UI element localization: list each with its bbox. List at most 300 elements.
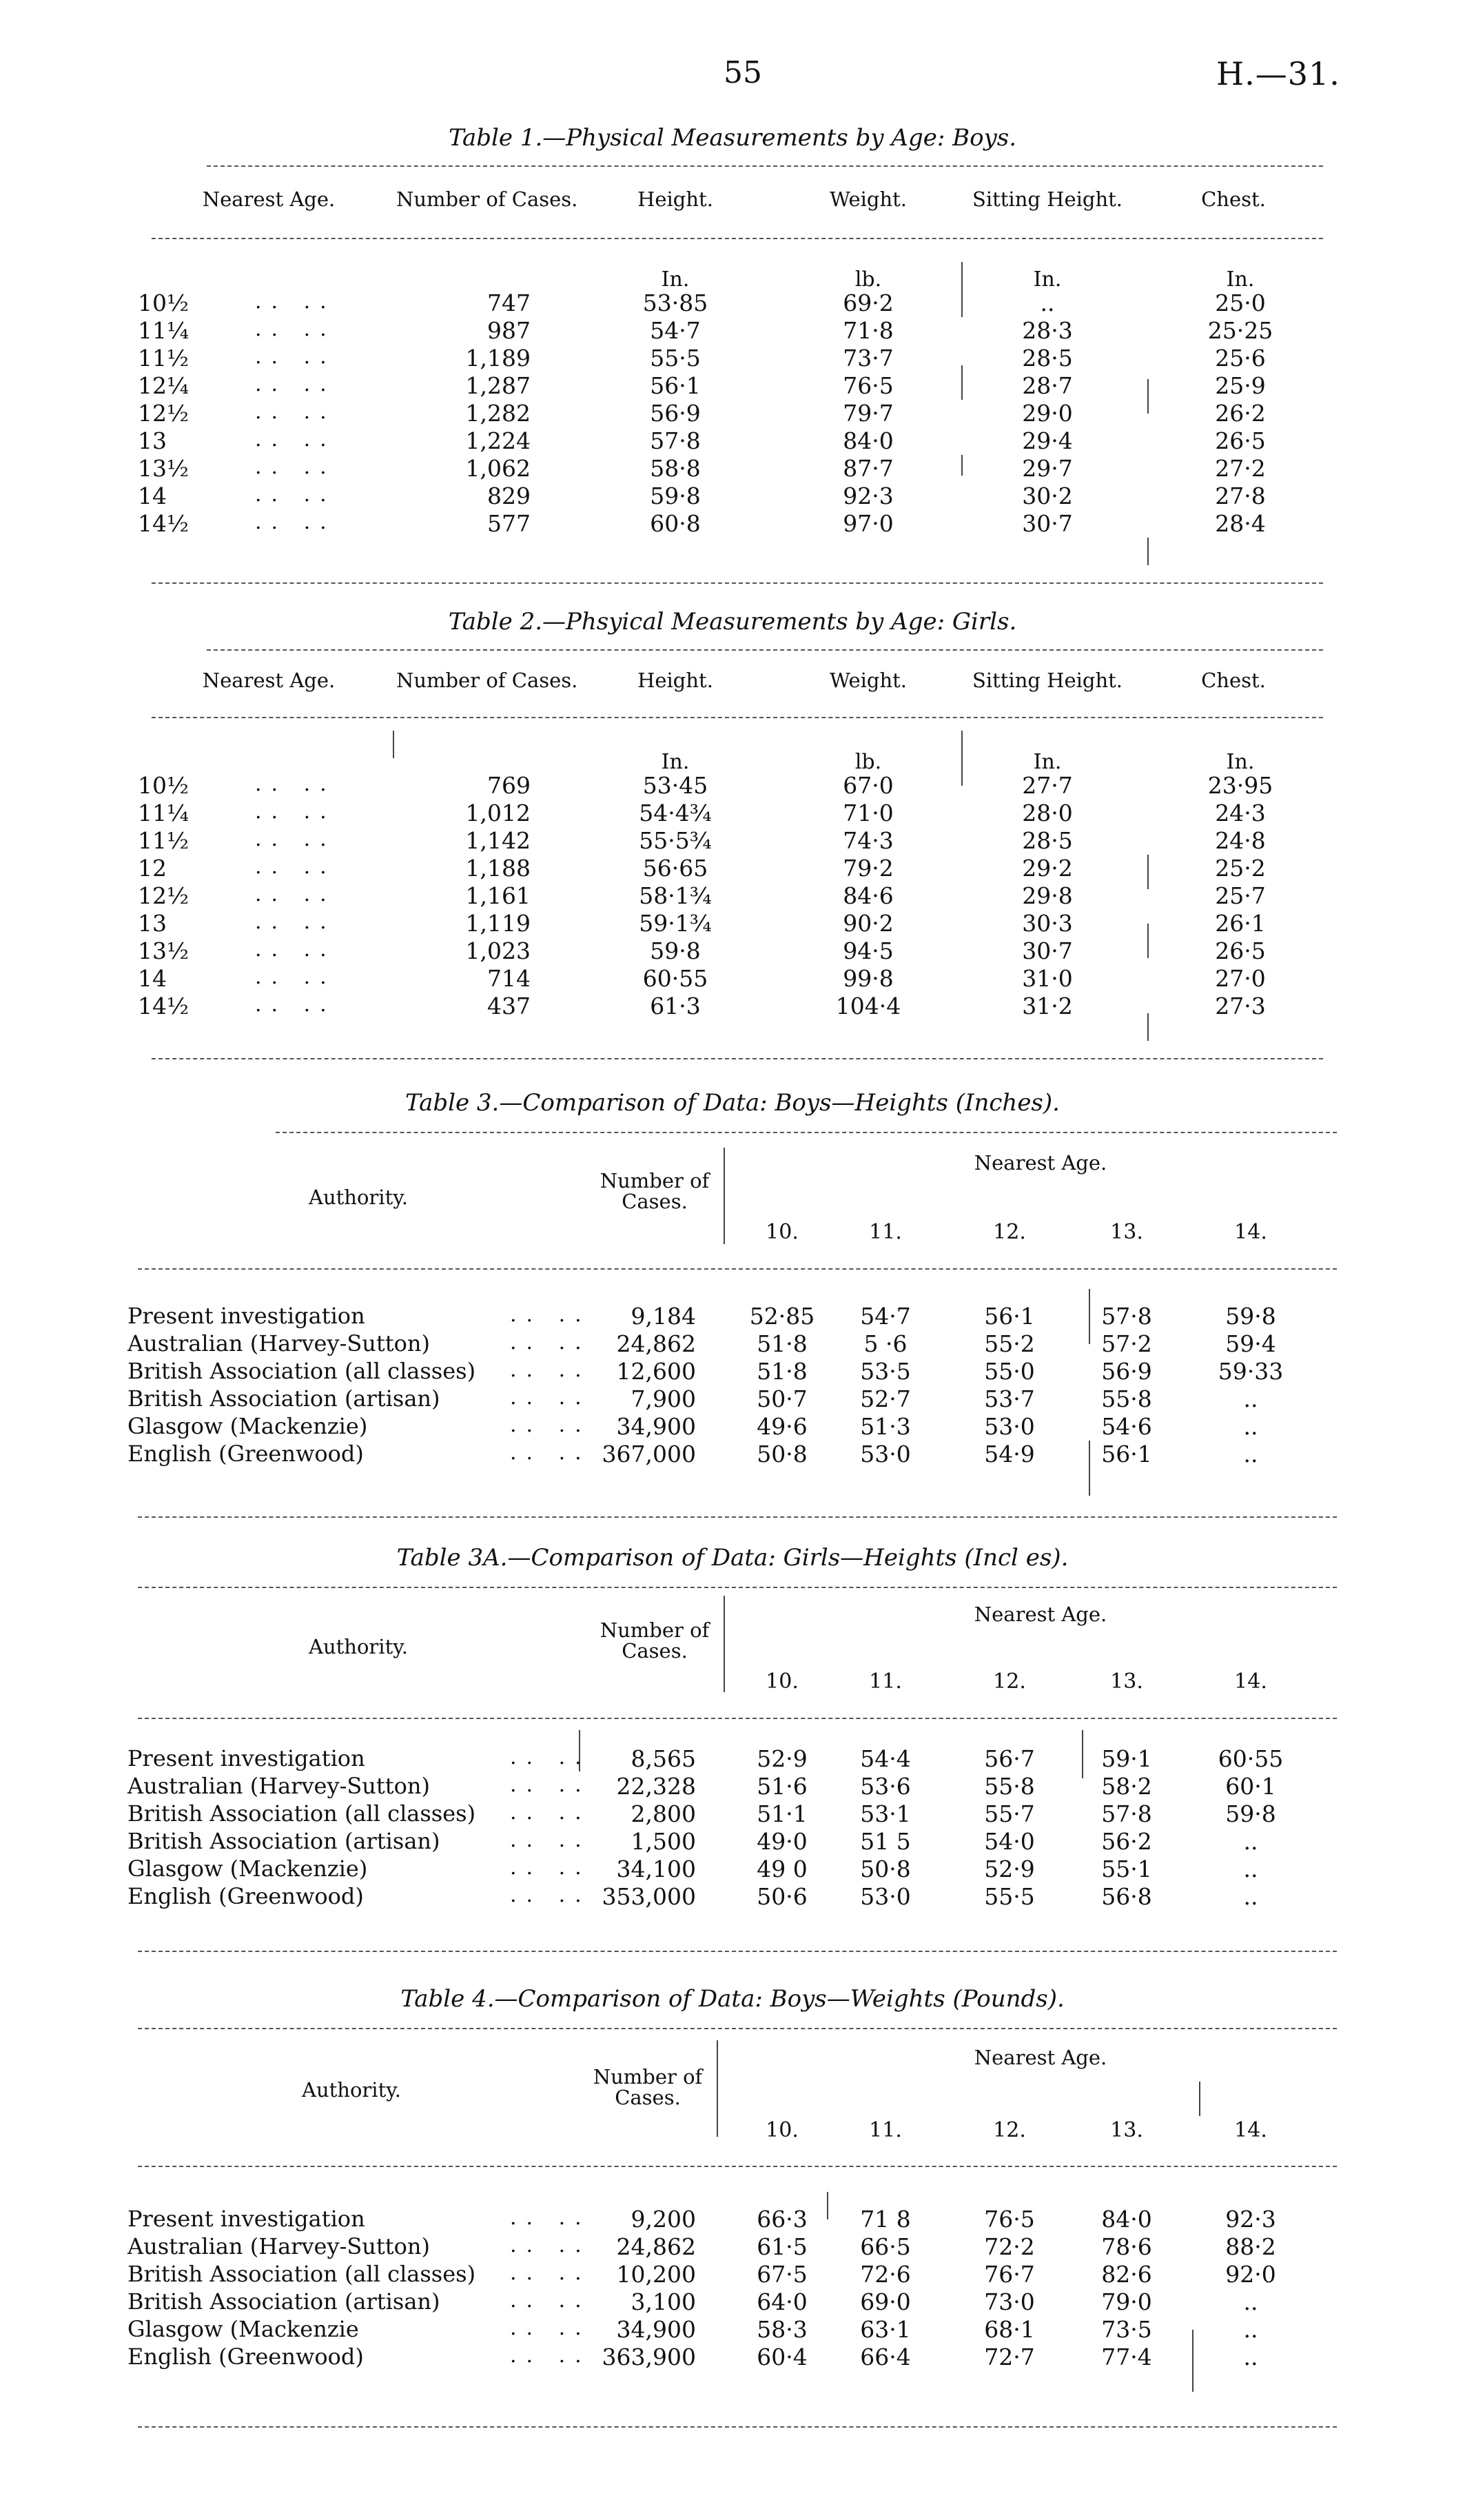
age-column-header: 11. — [869, 2118, 902, 2142]
value-cell: 51·8 — [757, 1358, 808, 1385]
cases-cell: 437 — [487, 993, 531, 1019]
cases-cell: 1,062 — [465, 455, 531, 482]
sitting-height-cell: 30·7 — [1022, 937, 1073, 964]
value-cell: 73·5 — [1101, 2316, 1152, 2343]
height-cell: 56·65 — [642, 855, 708, 882]
table-2-header-age: Nearest Age. — [202, 669, 336, 692]
table-3a-divider — [724, 1596, 725, 1692]
table-4-divider — [827, 2192, 828, 2219]
chest-cell: 26·1 — [1215, 910, 1266, 937]
age-cell: 10½ — [138, 772, 189, 799]
value-cell: 51 5 — [860, 1828, 911, 1855]
value-cell: .. — [1243, 1828, 1258, 1855]
leader-dots: .. .. — [255, 482, 336, 507]
value-cell: .. — [1243, 1385, 1258, 1412]
leader-dots: .. .. — [510, 2233, 591, 2257]
value-cell: 84·0 — [1101, 2206, 1152, 2233]
value-cell: 69·0 — [860, 2288, 911, 2315]
value-cell: 72·7 — [984, 2344, 1035, 2370]
weight-cell: 73·7 — [843, 345, 894, 372]
leader-dots: .. .. — [255, 345, 336, 369]
leader-dots: .. .. — [510, 1385, 591, 1410]
table-2-header-height: Height. — [637, 669, 713, 692]
value-cell: 50·7 — [757, 1385, 808, 1412]
value-cell: 5 ·6 — [863, 1330, 908, 1357]
table-1-rule-bottom — [152, 582, 1323, 584]
weight-cell: 71·0 — [843, 800, 894, 826]
table-2-divider — [1147, 1013, 1149, 1041]
leader-dots: .. .. — [255, 400, 336, 424]
table-3-rule-bottom — [138, 1516, 1337, 1518]
value-cell: .. — [1243, 1883, 1258, 1910]
age-cell: 14 — [138, 482, 167, 509]
leader-dots: .. .. — [255, 937, 336, 962]
value-cell: 53·0 — [860, 1883, 911, 1910]
sitting-height-cell: 27·7 — [1022, 772, 1073, 799]
value-cell: 55·8 — [1101, 1385, 1152, 1412]
value-cell: 77·4 — [1101, 2344, 1152, 2370]
sitting-height-cell: 29·4 — [1022, 427, 1073, 454]
table-1-header-sitting: Sitting Height. — [972, 187, 1123, 211]
cases-cell: 1,012 — [465, 800, 531, 826]
table-1-unit-chest: In. — [1226, 267, 1255, 292]
value-cell: 57·2 — [1101, 1330, 1152, 1357]
sitting-height-cell: 31·2 — [1022, 993, 1073, 1019]
cases-cell: 10,200 — [616, 2261, 696, 2288]
height-cell: 56·9 — [650, 400, 701, 427]
cases-cell: 9,200 — [631, 2206, 696, 2233]
table-2-rule-top — [207, 649, 1323, 651]
cases-cell: 987 — [487, 317, 531, 344]
cases-cell: 367,000 — [602, 1441, 696, 1467]
value-cell: 60·1 — [1225, 1773, 1276, 1800]
value-cell: 50·6 — [757, 1883, 808, 1910]
leader-dots: .. .. — [255, 772, 336, 796]
value-cell: 72·2 — [984, 2233, 1035, 2260]
leader-dots: .. .. — [255, 372, 336, 396]
value-cell: 59·8 — [1225, 1303, 1276, 1330]
leader-dots: .. .. — [255, 993, 336, 1017]
weight-cell: 99·8 — [843, 965, 894, 992]
value-cell: 52·9 — [757, 1745, 808, 1772]
value-cell: 54·6 — [1101, 1413, 1152, 1440]
table-3a-rule-top — [138, 1587, 1337, 1588]
authority-cell: British Association (all classes) — [127, 1358, 476, 1384]
age-column-header: 12. — [993, 1669, 1026, 1694]
value-cell: 71 8 — [860, 2206, 911, 2233]
weight-cell: 84·0 — [843, 427, 894, 454]
value-cell: 82·6 — [1101, 2261, 1152, 2288]
cases-cell: 34,100 — [616, 1856, 696, 1882]
cases-cell: 7,900 — [631, 1385, 696, 1412]
value-cell: 76·5 — [984, 2206, 1035, 2233]
cases-cell: 1,161 — [465, 882, 531, 909]
table-2-title: Table 2.—Phsyical Measurements by Age: Girls. — [448, 608, 1017, 636]
table-1-rule-head — [152, 238, 1323, 239]
table-3a-rule-bottom — [138, 1951, 1337, 1952]
age-cell: 14½ — [138, 993, 189, 1019]
value-cell: 55·1 — [1101, 1856, 1152, 1882]
height-cell: 53·85 — [642, 289, 708, 316]
value-cell: 52·7 — [860, 1385, 911, 1412]
value-cell: .. — [1243, 2344, 1258, 2370]
table-2 — [0, 600, 1465, 1082]
cases-cell: 34,900 — [616, 2316, 696, 2343]
table-1-title: Table 1.—Physical Measurements by Age: Boys. — [448, 124, 1017, 152]
height-cell: 58·1¾ — [639, 882, 712, 909]
table-4 — [0, 1985, 1465, 2454]
table-2-divider — [1147, 924, 1149, 958]
table-1 — [0, 124, 1465, 600]
table-1-divider — [961, 262, 963, 317]
value-cell: 55·2 — [984, 1330, 1035, 1357]
value-cell: 72·6 — [860, 2261, 911, 2288]
cases-cell: 22,328 — [616, 1773, 696, 1800]
table-3-rule-head — [138, 1268, 1337, 1270]
value-cell: 57·8 — [1101, 1303, 1152, 1330]
age-column-header: 14. — [1234, 1669, 1267, 1694]
height-cell: 58·8 — [650, 455, 701, 482]
authority-cell: Present investigation — [127, 1303, 365, 1329]
weight-cell: 104·4 — [835, 993, 901, 1019]
age-cell: 12½ — [138, 882, 189, 909]
value-cell: 79·0 — [1101, 2288, 1152, 2315]
table-3-header-authority: Authority. — [309, 1186, 408, 1209]
table-2-rule-head — [152, 717, 1323, 718]
authority-cell: British Association (all classes) — [127, 1800, 476, 1827]
value-cell: 92·3 — [1225, 2206, 1276, 2233]
height-cell: 61·3 — [650, 993, 701, 1019]
authority-cell: English (Greenwood) — [127, 1441, 364, 1467]
cases-cell: 1,189 — [465, 345, 531, 372]
chest-cell: 27·0 — [1215, 965, 1266, 992]
chest-cell: 25·2 — [1215, 855, 1266, 882]
value-cell: .. — [1243, 1856, 1258, 1882]
table-3a-header-cases: Number of Cases. — [600, 1618, 710, 1663]
age-column-header: 11. — [869, 1669, 902, 1694]
value-cell: 54·0 — [984, 1828, 1035, 1855]
cases-cell: 3,100 — [631, 2288, 696, 2315]
age-cell: 14 — [138, 965, 167, 992]
value-cell: 61·5 — [757, 2233, 808, 2260]
value-cell: 63·1 — [860, 2316, 911, 2343]
cases-cell: 24,862 — [616, 2233, 696, 2260]
leader-dots: .. .. — [510, 2206, 591, 2230]
age-column-header: 10. — [766, 1220, 799, 1244]
cases-cell: 714 — [487, 965, 531, 992]
table-3-rule-top — [276, 1132, 1337, 1133]
table-1-unit-height: In. — [661, 267, 690, 292]
value-cell: .. — [1243, 1413, 1258, 1440]
authority-cell: British Association (artisan) — [127, 2288, 440, 2315]
height-cell: 54·4¾ — [639, 800, 712, 826]
weight-cell: 71·8 — [843, 317, 894, 344]
cases-cell: 34,900 — [616, 1413, 696, 1440]
value-cell: 54·9 — [984, 1441, 1035, 1467]
height-cell: 55·5 — [650, 345, 701, 372]
leader-dots: .. .. — [510, 1800, 591, 1825]
authority-cell: Glasgow (Mackenzie) — [127, 1413, 368, 1439]
table-3a-rule-head — [138, 1718, 1337, 1719]
value-cell: 56·9 — [1101, 1358, 1152, 1385]
value-cell: 49·0 — [757, 1828, 808, 1855]
table-4-title: Table 4.—Comparison of Data: Boys—Weights (Pounds). — [400, 1985, 1065, 2013]
authority-cell: British Association (artisan) — [127, 1385, 440, 1412]
age-column-header: 13. — [1110, 2118, 1143, 2142]
sitting-height-cell: 28·7 — [1022, 372, 1073, 399]
weight-cell: 79·2 — [843, 855, 894, 882]
age-cell: 12¼ — [138, 372, 189, 399]
cases-cell: 577 — [487, 510, 531, 537]
chest-cell: 27·2 — [1215, 455, 1266, 482]
leader-dots: .. .. — [255, 827, 336, 851]
leader-dots: .. .. — [510, 1828, 591, 1852]
chest-cell: 26·5 — [1215, 427, 1266, 454]
age-cell: 10½ — [138, 289, 189, 316]
table-3-divider — [724, 1148, 725, 1244]
value-cell: 56·8 — [1101, 1883, 1152, 1910]
authority-cell: Australian (Harvey-Sutton) — [127, 1330, 430, 1356]
age-cell: 11½ — [138, 827, 189, 854]
table-4-rule-top — [138, 2028, 1337, 2029]
table-2-divider — [961, 731, 963, 786]
table-3a-header-nearest-age: Nearest Age. — [974, 1603, 1107, 1626]
authority-cell: British Association (all classes) — [127, 2261, 476, 2287]
height-cell: 55·5¾ — [639, 827, 712, 854]
leader-dots: .. .. — [255, 882, 336, 906]
cases-cell: 1,142 — [465, 827, 531, 854]
leader-dots: .. .. — [255, 455, 336, 479]
value-cell: 53·0 — [984, 1413, 1035, 1440]
value-cell: 53·7 — [984, 1385, 1035, 1412]
leader-dots: .. .. — [510, 1330, 591, 1354]
value-cell: 60·55 — [1218, 1745, 1284, 1772]
authority-cell: Glasgow (Mackenzie — [127, 2316, 359, 2342]
value-cell: 55·8 — [984, 1773, 1035, 1800]
sitting-height-cell: 30·7 — [1022, 510, 1073, 537]
leader-dots: .. .. — [255, 855, 336, 879]
weight-cell: 94·5 — [843, 937, 894, 964]
leader-dots: .. .. — [510, 1358, 591, 1382]
value-cell: 78·6 — [1101, 2233, 1152, 2260]
value-cell: 53·5 — [860, 1358, 911, 1385]
height-cell: 57·8 — [650, 427, 701, 454]
sitting-height-cell: 28·5 — [1022, 345, 1073, 372]
value-cell: 76·7 — [984, 2261, 1035, 2288]
table-1-header-weight: Weight. — [830, 187, 907, 211]
value-cell: 66·5 — [860, 2233, 911, 2260]
cases-cell: 363,900 — [602, 2344, 696, 2370]
cases-cell: 353,000 — [602, 1883, 696, 1910]
table-2-unit-chest: In. — [1226, 750, 1255, 774]
value-cell: 73·0 — [984, 2288, 1035, 2315]
value-cell: 59·8 — [1225, 1800, 1276, 1827]
table-4-rule-head — [138, 2166, 1337, 2167]
height-cell: 60·8 — [650, 510, 701, 537]
value-cell: 52·85 — [749, 1303, 815, 1330]
value-cell: 53·1 — [860, 1800, 911, 1827]
chest-cell: 25·25 — [1207, 317, 1273, 344]
table-1-rule-top — [207, 165, 1323, 167]
table-4-header-nearest-age: Nearest Age. — [974, 2046, 1107, 2069]
height-cell: 60·55 — [642, 965, 708, 992]
value-cell: 66·3 — [757, 2206, 808, 2233]
value-cell: .. — [1243, 2288, 1258, 2315]
value-cell: 51·1 — [757, 1800, 808, 1827]
value-cell: 51·6 — [757, 1773, 808, 1800]
value-cell: 56·1 — [984, 1303, 1035, 1330]
sitting-height-cell: 30·3 — [1022, 910, 1073, 937]
cases-cell: 1,500 — [631, 1828, 696, 1855]
age-column-header: 10. — [766, 2118, 799, 2142]
age-column-header: 12. — [993, 2118, 1026, 2142]
sitting-height-cell: 31·0 — [1022, 965, 1073, 992]
chest-cell: 25·9 — [1215, 372, 1266, 399]
height-cell: 59·8 — [650, 482, 701, 509]
leader-dots: .. .. — [510, 1303, 591, 1327]
value-cell: 49·6 — [757, 1413, 808, 1440]
weight-cell: 76·5 — [843, 372, 894, 399]
table-4-divider — [1199, 2082, 1200, 2116]
cases-cell: 1,119 — [465, 910, 531, 937]
authority-cell: British Association (artisan) — [127, 1828, 440, 1854]
age-cell: 11¼ — [138, 317, 189, 344]
document-reference: H.—31. — [1216, 55, 1340, 92]
cases-cell: 12,600 — [616, 1358, 696, 1385]
value-cell: 54·4 — [860, 1745, 911, 1772]
value-cell: 55·0 — [984, 1358, 1035, 1385]
value-cell: 59·33 — [1218, 1358, 1284, 1385]
value-cell: 67·5 — [757, 2261, 808, 2288]
table-4-divider — [717, 2040, 718, 2137]
table-3-header-cases: Number of Cases. — [600, 1169, 710, 1213]
value-cell: 53·6 — [860, 1773, 911, 1800]
sitting-height-cell: 30·2 — [1022, 482, 1073, 509]
weight-cell: 87·7 — [843, 455, 894, 482]
leader-dots: .. .. — [510, 2261, 591, 2285]
authority-cell: Australian (Harvey-Sutton) — [127, 1773, 430, 1799]
value-cell: 56·2 — [1101, 1828, 1152, 1855]
chest-cell: 25·6 — [1215, 345, 1266, 372]
value-cell: 51·3 — [860, 1413, 911, 1440]
chest-cell: 27·8 — [1215, 482, 1266, 509]
value-cell: 57·8 — [1101, 1800, 1152, 1827]
weight-cell: 92·3 — [843, 482, 894, 509]
table-4-header-cases: Number of Cases. — [593, 2065, 703, 2109]
value-cell: 50·8 — [860, 1856, 911, 1882]
chest-cell: 26·2 — [1215, 400, 1266, 427]
cases-cell: 747 — [487, 289, 531, 316]
leader-dots: .. .. — [510, 2316, 591, 2340]
table-1-unit-sitting: In. — [1033, 267, 1062, 292]
value-cell: 66·4 — [860, 2344, 911, 2370]
table-1-divider — [1147, 538, 1149, 565]
sitting-height-cell: 28·5 — [1022, 827, 1073, 854]
table-3a-title: Table 3A.—Comparison of Data: Girls—Heights (Incl es). — [396, 1544, 1069, 1572]
authority-cell: Glasgow (Mackenzie) — [127, 1856, 368, 1882]
weight-cell: 84·6 — [843, 882, 894, 909]
leader-dots: .. .. — [510, 2288, 591, 2313]
table-2-unit-sitting: In. — [1033, 750, 1062, 774]
age-cell: 11½ — [138, 345, 189, 372]
leader-dots: .. .. — [510, 1856, 591, 1880]
value-cell: .. — [1243, 1441, 1258, 1467]
age-cell: 12 — [138, 855, 167, 882]
cases-cell: 1,023 — [465, 937, 531, 964]
chest-cell: 28·4 — [1215, 510, 1266, 537]
age-column-header: 10. — [766, 1669, 799, 1694]
table-4-divider — [1192, 2330, 1193, 2392]
cases-cell: 8,565 — [631, 1745, 696, 1772]
age-column-header: 11. — [869, 1220, 902, 1244]
table-1-divider — [1147, 379, 1149, 414]
leader-dots: .. .. — [510, 2344, 591, 2368]
value-cell: 60·4 — [757, 2344, 808, 2370]
authority-cell: English (Greenwood) — [127, 1883, 364, 1909]
value-cell: .. — [1243, 2316, 1258, 2343]
height-cell: 59·8 — [650, 937, 701, 964]
value-cell: 64·0 — [757, 2288, 808, 2315]
weight-cell: 69·2 — [843, 289, 894, 316]
value-cell: 53·0 — [860, 1441, 911, 1467]
page-header — [0, 55, 1465, 103]
age-cell: 14½ — [138, 510, 189, 537]
table-3 — [0, 1082, 1465, 1544]
table-4-header-authority: Authority. — [302, 2078, 401, 2102]
age-cell: 13½ — [138, 937, 189, 964]
value-cell: 50·8 — [757, 1441, 808, 1467]
age-cell: 11¼ — [138, 800, 189, 826]
authority-cell: English (Greenwood) — [127, 2344, 364, 2370]
weight-cell: 90·2 — [843, 910, 894, 937]
value-cell: 56·1 — [1101, 1441, 1152, 1467]
value-cell: 55·7 — [984, 1800, 1035, 1827]
height-cell: 56·1 — [650, 372, 701, 399]
table-3a — [0, 1544, 1465, 1985]
sitting-height-cell: 28·0 — [1022, 800, 1073, 826]
table-2-divider — [393, 731, 394, 758]
sitting-height-cell: 29·0 — [1022, 400, 1073, 427]
authority-cell: Australian (Harvey-Sutton) — [127, 2233, 430, 2259]
age-column-header: 14. — [1234, 2118, 1267, 2142]
table-1-header-chest: Chest. — [1201, 187, 1266, 211]
value-cell: 68·1 — [984, 2316, 1035, 2343]
leader-dots: .. .. — [255, 427, 336, 451]
table-2-header-cases: Number of Cases. — [396, 669, 578, 692]
cases-cell: 1,224 — [465, 427, 531, 454]
value-cell: 58·2 — [1101, 1773, 1152, 1800]
weight-cell: 74·3 — [843, 827, 894, 854]
height-cell: 54·7 — [650, 317, 701, 344]
value-cell: 59·1 — [1101, 1745, 1152, 1772]
table-2-unit-weight: lb. — [854, 750, 882, 774]
chest-cell: 25·0 — [1215, 289, 1266, 316]
height-cell: 53·45 — [642, 772, 708, 799]
cases-cell: 1,282 — [465, 400, 531, 427]
cases-cell: 2,800 — [631, 1800, 696, 1827]
value-cell: 88·2 — [1225, 2233, 1276, 2260]
cases-cell: 9,184 — [631, 1303, 696, 1330]
leader-dots: .. .. — [510, 1441, 591, 1465]
cases-cell: 1,287 — [465, 372, 531, 399]
chest-cell: 26·5 — [1215, 937, 1266, 964]
value-cell: 56·7 — [984, 1745, 1035, 1772]
leader-dots: .. .. — [255, 965, 336, 989]
page-number: 55 — [724, 55, 762, 90]
table-1-divider — [961, 365, 963, 400]
table-1-header-cases: Number of Cases. — [396, 187, 578, 211]
chest-cell: 27·3 — [1215, 993, 1266, 1019]
